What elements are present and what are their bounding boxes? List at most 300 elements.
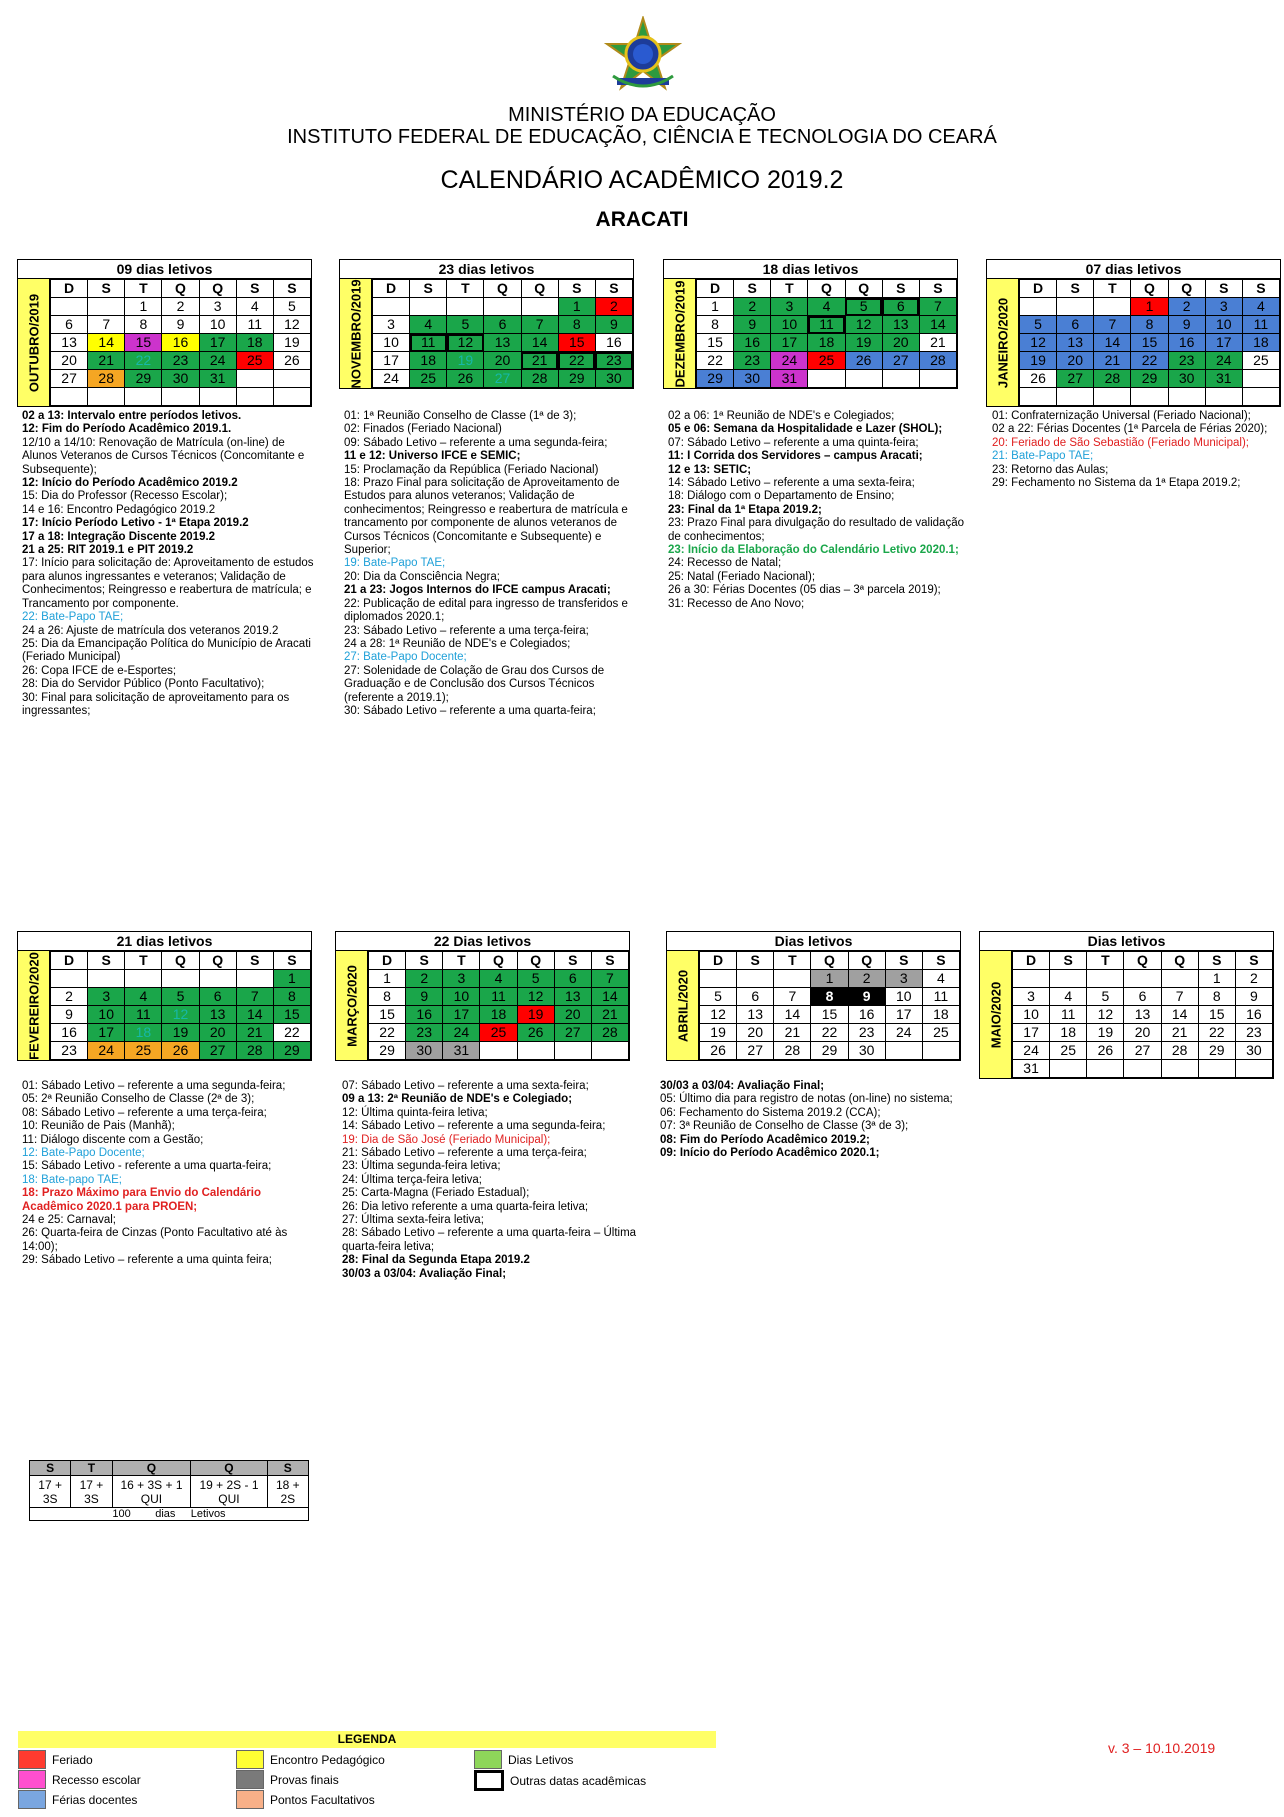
note-item: 27: Última sexta-feira letiva; [342, 1214, 484, 1227]
day-cell: 21 [88, 352, 125, 370]
note-item: 02 a 22: Férias Docentes (1ª Parcela de Férias 2020); [992, 423, 1268, 436]
day-cell: 22 [1131, 352, 1168, 370]
day-cell: 27 [737, 1042, 774, 1060]
note-item: 21: Sábado Letivo – referente a uma terça-feira; [342, 1147, 587, 1160]
legend-item-ferias [18, 1790, 137, 1809]
day-cell: 5 [1020, 316, 1057, 334]
day-cell [162, 970, 199, 988]
note-item: 23: Sábado Letivo – referente a uma terça-feira; [344, 624, 589, 637]
note-item: 19: Dia de São José (Feriado Municipal); [342, 1133, 551, 1146]
day-cell [591, 1042, 628, 1060]
note-item: 26 a 30: Férias Docentes (05 dias – 3ª parcela 2019); [668, 584, 941, 597]
day-cell: 2 [734, 298, 771, 316]
day-cell: 8 [697, 316, 734, 334]
day-cell: 9 [162, 316, 199, 334]
day-cell: 4 [480, 970, 517, 988]
day-cell: 13 [484, 334, 521, 352]
legend-swatch [236, 1750, 264, 1769]
day-cell: 21 [919, 334, 956, 352]
day-cell: 16 [595, 334, 632, 352]
month-calendar [979, 931, 1274, 1079]
note-item: 17 a 18: Integração Discente 2019.2 [22, 530, 216, 543]
legend-label: Encontro Pedagógico [270, 1752, 385, 1767]
day-cell [199, 388, 236, 406]
day-cell: 14 [919, 316, 956, 334]
note-item: 09: Sábado Letivo – referente a uma segunda-feira; [344, 436, 608, 449]
legend-item-recesso [18, 1770, 141, 1789]
day-cell: 1 [369, 970, 406, 988]
day-cell [1205, 388, 1242, 406]
legend-label: Outras datas acadêmicas [510, 1773, 647, 1788]
weekday-header: S [919, 280, 956, 298]
note-item: 17: Início Período Letivo - 1ª Etapa 2019.2 [22, 517, 249, 530]
weekday-header: S [406, 952, 443, 970]
day-cell: 9 [848, 988, 885, 1006]
month-calendar [17, 931, 312, 1061]
day-cell: 13 [1057, 334, 1094, 352]
weekday-header: T [443, 952, 480, 970]
day-cell [410, 298, 447, 316]
month-name: ABRIL/2020 [675, 969, 690, 1042]
note-item: 22: Publicação de edital para ingresso de transferidos e diplomados 2020.1; [344, 597, 628, 624]
day-cell: 19 [700, 1024, 737, 1042]
day-cell: 28 [1161, 1042, 1198, 1060]
month-grid [699, 951, 960, 1060]
day-cell: 6 [737, 988, 774, 1006]
day-cell: 13 [51, 334, 88, 352]
legend-item-provas [236, 1770, 339, 1789]
legend-label: Provas finais [270, 1772, 339, 1787]
month-notes [992, 410, 1284, 490]
day-cell: 22 [369, 1024, 406, 1042]
weekday-header: S [273, 952, 310, 970]
day-cell: 15 [811, 1006, 848, 1024]
day-cell: 12 [162, 1006, 199, 1024]
note-item: 24 a 28: 1ª Reunião de NDE's e Colegiados; [344, 637, 571, 650]
month-grid [50, 279, 311, 406]
note-item: 15: Sábado Letivo - referente a uma quarta-feira; [22, 1160, 272, 1173]
day-cell: 24 [443, 1024, 480, 1042]
day-cell: 6 [484, 316, 521, 334]
day-cell [236, 388, 273, 406]
note-item: 25: Carta-Magna (Feriado Estadual); [342, 1187, 530, 1200]
day-cell: 26 [1087, 1042, 1124, 1060]
note-item: 26: Quarta-feira de Cinzas (Ponto Facultativo até às 14:00); [22, 1227, 288, 1253]
summary-value: 19 + 2S - 1 QUI [191, 1476, 267, 1508]
note-item: 01: Confraternização Universal (Feriado Nacional); [992, 410, 1251, 422]
day-cell: 31 [1205, 370, 1242, 388]
note-item: 31: Recesso de Ano Novo; [668, 597, 805, 610]
summary-header: Q [112, 1461, 191, 1476]
day-cell: 6 [1057, 316, 1094, 334]
day-cell [922, 1042, 959, 1060]
day-cell [1161, 970, 1198, 988]
month-label [340, 279, 372, 388]
day-cell: 27 [484, 370, 521, 388]
month-grid [696, 279, 957, 388]
day-cell: 20 [51, 352, 88, 370]
month-label [18, 951, 50, 1060]
month-calendar [663, 259, 958, 389]
note-item: 20: Feriado de São Sebastião (Feriado Municipal); [992, 436, 1249, 449]
note-item: 18: Bate-papo TAE; [22, 1173, 122, 1186]
note-item: 02: Finados (Feriado Nacional) [344, 423, 502, 436]
month-name: MARÇO/2020 [344, 964, 359, 1047]
month-days-count: Dias letivos [666, 931, 961, 950]
note-item: 20: Dia da Consciência Negra; [344, 570, 500, 583]
note-item: 08: Sábado Letivo – referente a uma terça-feira; [22, 1106, 267, 1119]
day-cell: 7 [919, 298, 956, 316]
note-item: 23: Retorno das Aulas; [992, 463, 1109, 476]
day-cell: 22 [125, 352, 162, 370]
weekday-header: S [88, 280, 125, 298]
day-cell: 3 [885, 970, 922, 988]
day-cell: 7 [88, 316, 125, 334]
day-cell [774, 970, 811, 988]
day-cell: 8 [125, 316, 162, 334]
day-cell [737, 970, 774, 988]
day-cell: 16 [406, 1006, 443, 1024]
day-cell [125, 388, 162, 406]
month-calendar [986, 259, 1281, 407]
day-cell: 22 [697, 352, 734, 370]
day-cell: 20 [1124, 1024, 1161, 1042]
note-item: 07: Sábado Letivo – referente a uma quinta-feira; [668, 436, 919, 449]
note-item: 23: Prazo Final para divulgação do resultado de validação de conhecimentos; [668, 517, 964, 543]
day-cell: 28 [591, 1024, 628, 1042]
weekday-header: S [236, 952, 273, 970]
legend-swatch [18, 1750, 46, 1769]
day-cell [517, 1042, 554, 1060]
day-cell [236, 970, 273, 988]
day-cell [1161, 1060, 1198, 1078]
day-cell: 12 [845, 316, 882, 334]
day-cell: 2 [595, 298, 632, 316]
day-cell [373, 298, 410, 316]
month-label [18, 279, 50, 406]
day-cell: 27 [199, 1042, 236, 1060]
day-cell: 8 [558, 316, 595, 334]
note-item: 26: Copa IFCE de e-Esportes; [22, 664, 177, 677]
note-item: 09: Início do Período Acadêmico 2020.1; [660, 1147, 880, 1160]
day-cell: 15 [697, 334, 734, 352]
day-cell: 20 [484, 352, 521, 370]
day-cell: 26 [1020, 370, 1057, 388]
day-cell: 13 [554, 988, 591, 1006]
day-cell: 3 [771, 298, 808, 316]
day-cell: 25 [1242, 352, 1279, 370]
day-cell: 24 [373, 370, 410, 388]
day-cell: 18 [1242, 334, 1279, 352]
note-item: 05: Último dia para registro de notas (on-line) no sistema; [660, 1093, 953, 1106]
weekday-header: D [700, 952, 737, 970]
day-cell: 28 [521, 370, 558, 388]
day-cell: 12 [1020, 334, 1057, 352]
day-cell: 28 [88, 370, 125, 388]
note-item: 14 e 16: Encontro Pedagógico 2019.2 [22, 503, 216, 516]
weekday-header: Q [162, 280, 199, 298]
day-cell: 1 [558, 298, 595, 316]
day-cell: 31 [443, 1042, 480, 1060]
day-cell: 22 [1198, 1024, 1235, 1042]
note-item: 18: Prazo Final para solicitação de Aproveitamento de Estudos para alunos veteranos; Validação de conhecimentos; Reingresso e reabertura de matrícula e trancamento por componente de alunos veteranos de Cursos Técnicos (Concomitante e Subsequente) e Superior; [344, 477, 628, 557]
day-cell: 10 [771, 316, 808, 334]
note-item: 02 a 06: 1ª Reunião de NDE's e Colegiados; [668, 410, 895, 422]
month-days-count: 09 dias letivos [17, 259, 312, 278]
brazil-coat-of-arms-icon [603, 16, 683, 96]
day-cell: 27 [882, 352, 919, 370]
day-cell: 5 [700, 988, 737, 1006]
day-cell [162, 388, 199, 406]
day-cell: 5 [273, 298, 310, 316]
day-cell: 3 [88, 988, 125, 1006]
note-item: 11: I Corrida dos Servidores – campus Aracati; [668, 450, 923, 463]
day-cell: 4 [1050, 988, 1087, 1006]
day-cell [125, 970, 162, 988]
day-cell: 11 [480, 988, 517, 1006]
day-cell: 26 [447, 370, 484, 388]
day-cell: 6 [51, 316, 88, 334]
day-cell: 16 [1168, 334, 1205, 352]
note-item: 19: Bate-Papo TAE; [344, 557, 446, 570]
day-cell: 16 [51, 1024, 88, 1042]
weekday-header: T [1094, 280, 1131, 298]
day-cell: 18 [1050, 1024, 1087, 1042]
note-item: 27: Solenidade de Colação de Grau dos Cursos de Graduação e de Conclusão dos Cursos Técnicos (referente a 2019.1); [344, 664, 605, 704]
month-notes [22, 1080, 322, 1268]
legend-swatch [18, 1790, 46, 1809]
day-cell: 23 [51, 1042, 88, 1060]
note-item: 24 a 26: Ajuste de matrícula dos veteranos 2019.2 [22, 624, 279, 637]
day-cell: 15 [125, 334, 162, 352]
month-grid [368, 951, 629, 1060]
days-summary-table [29, 1460, 309, 1521]
weekday-header: S [591, 952, 628, 970]
day-cell: 7 [1161, 988, 1198, 1006]
weekday-header: T [125, 280, 162, 298]
day-cell: 28 [774, 1042, 811, 1060]
summary-header: Q [191, 1461, 267, 1476]
day-cell: 31 [771, 370, 808, 388]
summary-header: T [71, 1461, 112, 1476]
day-cell: 29 [558, 370, 595, 388]
weekday-header: S [734, 280, 771, 298]
day-cell: 19 [447, 352, 484, 370]
weekday-header: Q [162, 952, 199, 970]
day-cell: 10 [443, 988, 480, 1006]
note-item: 23: Início da Elaboração do Calendário Letivo 2020.1; [668, 544, 959, 557]
day-cell: 15 [1198, 1006, 1235, 1024]
day-cell: 25 [480, 1024, 517, 1042]
day-cell: 12 [517, 988, 554, 1006]
month-label [667, 951, 699, 1060]
month-notes [22, 410, 322, 718]
day-cell: 2 [51, 988, 88, 1006]
weekday-header: Q [521, 280, 558, 298]
month-days-count: 21 dias letivos [17, 931, 312, 950]
day-cell: 10 [1013, 1006, 1050, 1024]
weekday-header: Q [848, 952, 885, 970]
day-cell [1198, 1060, 1235, 1078]
month-calendar [17, 259, 312, 407]
day-cell: 29 [273, 1042, 310, 1060]
note-item: 29: Sábado Letivo – referente a uma quinta feira; [22, 1254, 272, 1267]
note-item: 12: Fim do Período Acadêmico 2019.1. [22, 423, 232, 436]
day-cell: 24 [1013, 1042, 1050, 1060]
note-item: 21 a 25: RIT 2019.1 e PIT 2019.2 [22, 544, 194, 557]
day-cell: 4 [410, 316, 447, 334]
day-cell: 29 [369, 1042, 406, 1060]
weekday-header: D [1020, 280, 1057, 298]
day-cell: 10 [88, 1006, 125, 1024]
summary-header: S [30, 1461, 71, 1476]
month-notes [668, 410, 968, 611]
page-title: CALENDÁRIO ACADÊMICO 2019.2 [440, 166, 844, 194]
weekday-header: T [125, 952, 162, 970]
day-cell [1242, 388, 1279, 406]
day-cell: 17 [88, 1024, 125, 1042]
day-cell [808, 370, 845, 388]
day-cell: 6 [882, 298, 919, 316]
weekday-header: Q [1161, 952, 1198, 970]
weekday-header: S [273, 280, 310, 298]
day-cell: 26 [162, 1042, 199, 1060]
day-cell: 25 [410, 370, 447, 388]
day-cell [882, 370, 919, 388]
note-item: 08: Fim do Período Acadêmico 2019.2; [660, 1133, 870, 1146]
legend-label: Férias docentes [52, 1792, 138, 1807]
day-cell: 28 [919, 352, 956, 370]
day-cell: 19 [1087, 1024, 1124, 1042]
day-cell [88, 388, 125, 406]
day-cell: 11 [922, 988, 959, 1006]
month-name: FEVEREIRO/2020 [26, 951, 41, 1060]
day-cell: 14 [88, 334, 125, 352]
weekday-header: S [410, 280, 447, 298]
month-notes [342, 1080, 642, 1281]
weekday-header: S [236, 280, 273, 298]
weekday-header: T [771, 280, 808, 298]
note-item: 28: Sábado Letivo – referente a uma quarta-feira – Última quarta-feira letiva; [342, 1227, 637, 1253]
day-cell: 30 [848, 1042, 885, 1060]
note-item: 24: Última terça-feira letiva; [342, 1173, 482, 1186]
weekday-header: Q [199, 952, 236, 970]
day-cell [88, 970, 125, 988]
day-cell: 4 [125, 988, 162, 1006]
day-cell: 24 [771, 352, 808, 370]
day-cell [51, 970, 88, 988]
day-cell: 30 [1235, 1042, 1272, 1060]
legend-swatch [18, 1770, 46, 1789]
note-item: 14: Sábado Letivo – referente a uma sexta-feira; [668, 477, 915, 490]
day-cell [236, 370, 273, 388]
day-cell: 1 [1131, 298, 1168, 316]
day-cell [1168, 388, 1205, 406]
weekday-header: S [1205, 280, 1242, 298]
day-cell: 20 [882, 334, 919, 352]
day-cell: 25 [125, 1042, 162, 1060]
day-cell [1087, 1060, 1124, 1078]
weekday-header: S [1198, 952, 1235, 970]
note-item: 23: Última segunda-feira letiva; [342, 1160, 501, 1173]
day-cell: 15 [273, 1006, 310, 1024]
day-cell [1057, 388, 1094, 406]
month-name: JANEIRO/2020 [995, 297, 1010, 388]
day-cell: 26 [517, 1024, 554, 1042]
day-cell: 23 [595, 352, 632, 370]
day-cell: 7 [774, 988, 811, 1006]
day-cell: 17 [885, 1006, 922, 1024]
note-item: 21 a 23: Jogos Internos do IFCE campus Aracati; [344, 584, 611, 597]
day-cell: 4 [1242, 298, 1279, 316]
weekday-header: Q [517, 952, 554, 970]
day-cell: 16 [162, 334, 199, 352]
weekday-header: D [373, 280, 410, 298]
summary-value: 18 + 2S [267, 1476, 308, 1508]
day-cell: 8 [369, 988, 406, 1006]
day-cell: 21 [236, 1024, 273, 1042]
day-cell: 9 [406, 988, 443, 1006]
version-label: v. 3 – 10.10.2019 [1108, 1740, 1216, 1756]
day-cell [1235, 1060, 1272, 1078]
day-cell: 21 [1161, 1024, 1198, 1042]
weekday-header: Q [484, 280, 521, 298]
weekday-header: S [1050, 952, 1087, 970]
month-label [987, 279, 1019, 406]
day-cell: 13 [1124, 1006, 1161, 1024]
day-cell [1124, 1060, 1161, 1078]
day-cell: 3 [199, 298, 236, 316]
day-cell: 24 [88, 1042, 125, 1060]
day-cell: 29 [697, 370, 734, 388]
note-item: 12: Última quinta-feira letiva; [342, 1106, 488, 1119]
note-item: 18: Diálogo com o Departamento de Ensino; [668, 490, 895, 503]
note-item: 12: Início do Período Acadêmico 2019.2 [22, 477, 238, 490]
legend-swatch [236, 1790, 264, 1809]
day-cell: 16 [1235, 1006, 1272, 1024]
note-item: 11: Diálogo discente com a Gestão; [22, 1133, 204, 1146]
weekday-header: Q [1131, 280, 1168, 298]
day-cell: 12 [700, 1006, 737, 1024]
day-cell: 7 [591, 970, 628, 988]
summary-value: 17 + 3S [30, 1476, 71, 1508]
summary-total-unit: dias [155, 1508, 176, 1520]
month-name: MAIO/2020 [988, 981, 1003, 1048]
day-cell: 8 [1131, 316, 1168, 334]
day-cell: 14 [774, 1006, 811, 1024]
day-cell: 6 [199, 988, 236, 1006]
month-calendar [335, 931, 630, 1061]
day-cell: 11 [1050, 1006, 1087, 1024]
month-grid [1019, 279, 1280, 406]
legend-item-pontos [236, 1790, 375, 1809]
day-cell: 12 [1087, 1006, 1124, 1024]
day-cell: 26 [700, 1042, 737, 1060]
weekday-header: S [1242, 280, 1279, 298]
day-cell: 10 [885, 988, 922, 1006]
day-cell: 1 [811, 970, 848, 988]
legend-label: Recesso escolar [52, 1772, 141, 1787]
month-days-count: Dias letivos [979, 931, 1274, 950]
day-cell: 29 [125, 370, 162, 388]
day-cell: 29 [811, 1042, 848, 1060]
legend-label: Pontos Facultativos [270, 1792, 375, 1807]
day-cell: 23 [1235, 1024, 1272, 1042]
day-cell: 19 [273, 334, 310, 352]
day-cell: 20 [737, 1024, 774, 1042]
day-cell: 30 [595, 370, 632, 388]
day-cell: 31 [199, 370, 236, 388]
